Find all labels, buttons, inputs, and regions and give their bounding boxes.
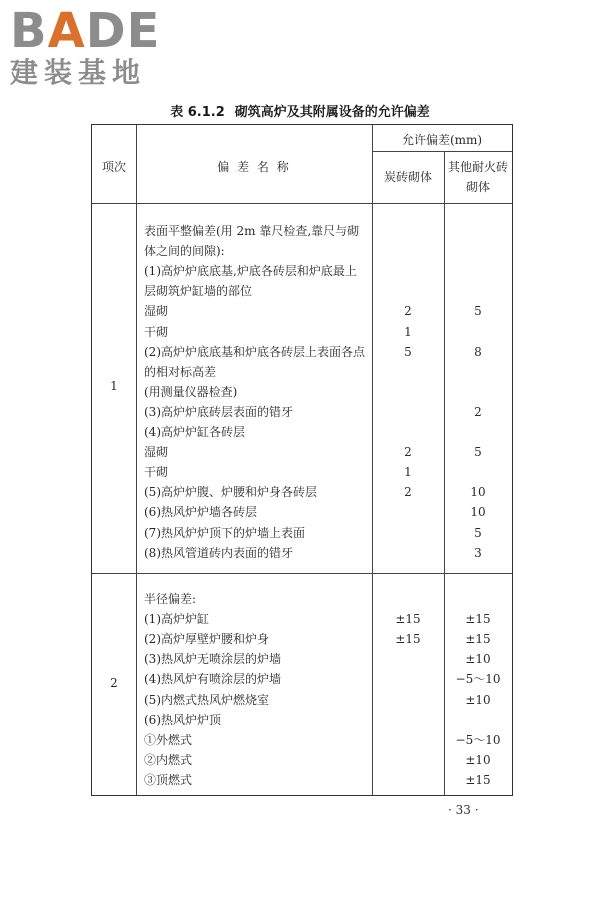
deviation-name-line: (5)内燃式热风炉燃烧室 <box>144 692 269 707</box>
header-name: 偏 差 名 称 <box>217 160 291 174</box>
deviation-name-line: (4)高炉炉缸各砖层 <box>144 425 245 439</box>
other-brick-value: 3 <box>474 545 482 560</box>
carbon-brick-value: ±15 <box>395 632 421 647</box>
other-brick-value: −5～10 <box>455 732 501 747</box>
carbon-brick-value: ±15 <box>395 612 421 627</box>
deviation-name-line: 的相对标高差 <box>144 364 217 379</box>
header-other-brick-2: 砌体 <box>465 180 490 194</box>
table-caption: 砌筑高炉及其附属设备的允许偏差 <box>234 105 430 120</box>
other-brick-value: ±15 <box>465 772 491 787</box>
other-brick-value: ±15 <box>465 612 491 627</box>
col-divider-item <box>136 125 137 795</box>
carbon-brick-value: 5 <box>404 344 412 359</box>
header-bottom-line <box>92 203 512 204</box>
other-brick-value: 10 <box>470 505 486 520</box>
carbon-brick-value: 1 <box>404 324 412 339</box>
deviation-name-line: (6)热风炉炉墙各砖层 <box>144 505 257 520</box>
table-number: 表 6.1.2 <box>170 105 225 120</box>
other-brick-value: ±10 <box>465 652 491 667</box>
carbon-brick-value: 2 <box>404 485 412 500</box>
deviation-name-line: (6)热风炉炉顶 <box>144 712 221 727</box>
deviation-name-line: (5)高炉炉腹、炉腰和炉身各砖层 <box>144 485 317 500</box>
other-brick-value: ±15 <box>465 632 491 647</box>
header-other-brick-1: 其他耐火砖 <box>447 160 508 174</box>
header-item: 项次 <box>101 160 126 174</box>
deviation-name-line: 湿砌 <box>144 304 169 319</box>
other-brick-value: 8 <box>474 344 482 359</box>
deviation-name-line: ②内燃式 <box>144 752 193 767</box>
deviation-name-line: (1)高炉炉缸 <box>144 612 209 627</box>
header-subdivider <box>372 151 512 152</box>
carbon-brick-value: 2 <box>404 304 412 319</box>
deviation-name-line: 层砌筑炉缸墙的部位 <box>144 284 253 299</box>
tolerance-table <box>91 124 513 796</box>
other-brick-value: 5 <box>474 304 482 319</box>
deviation-name-line: 干砌 <box>144 324 169 339</box>
section1-item-number: 1 <box>110 379 118 393</box>
header-tolerance: 允许偏差(mm) <box>401 133 483 147</box>
other-brick-value: 5 <box>474 445 482 460</box>
header-carbon-brick: 炭砖砌体 <box>383 170 432 184</box>
deviation-name-line: ①外燃式 <box>144 732 193 747</box>
deviation-name-line: (3)高炉炉底砖层表面的错牙 <box>144 404 293 419</box>
other-brick-value: 10 <box>470 485 486 500</box>
deviation-name-line: 半径偏差: <box>144 592 197 606</box>
deviation-name-line: (7)热风炉炉顶下的炉墙上表面 <box>144 525 305 540</box>
other-brick-value: ±10 <box>465 692 491 707</box>
other-brick-value: ±10 <box>465 752 491 767</box>
section2-item-number: 2 <box>110 676 118 690</box>
deviation-name-line: (4)热风炉有喷涂层的炉墙 <box>144 672 281 687</box>
deviation-name-line: (8)热风管道砖内表面的错牙 <box>144 545 293 560</box>
carbon-brick-value: 2 <box>404 445 412 460</box>
page-number: · 33 · <box>448 803 479 817</box>
deviation-name-line: (1)高炉炉底底基,炉底各砖层和炉底最上 <box>144 264 357 279</box>
other-brick-value: 2 <box>474 404 482 419</box>
deviation-name-line: (3)热风炉无喷涂层的炉墙 <box>144 652 281 667</box>
deviation-name-line: ③顶燃式 <box>144 772 193 787</box>
deviation-name-line: (用测量仪器检查) <box>144 384 238 399</box>
deviation-name-line: 干砌 <box>144 465 169 480</box>
carbon-brick-value: 1 <box>404 465 412 480</box>
table-title <box>0 101 600 120</box>
other-brick-value: 5 <box>474 525 482 540</box>
section-divider <box>92 573 512 574</box>
other-brick-value: −5～10 <box>455 672 501 687</box>
deviation-name-line: 表面平整偏差(用 2m 靠尺检查,靠尺与砌 <box>144 224 360 238</box>
logo-wordmark: BADE <box>10 3 161 59</box>
deviation-name-line: (2)高炉炉底底基和炉底各砖层上表面各点 <box>144 344 365 359</box>
logo <box>10 3 180 90</box>
logo-subtitle: 建装基地 <box>10 56 147 89</box>
deviation-name-line: 体之间的间隙): <box>144 244 225 259</box>
deviation-name-line: (2)高炉厚壁炉腰和炉身 <box>144 632 269 647</box>
deviation-name-line: 湿砌 <box>144 445 169 460</box>
